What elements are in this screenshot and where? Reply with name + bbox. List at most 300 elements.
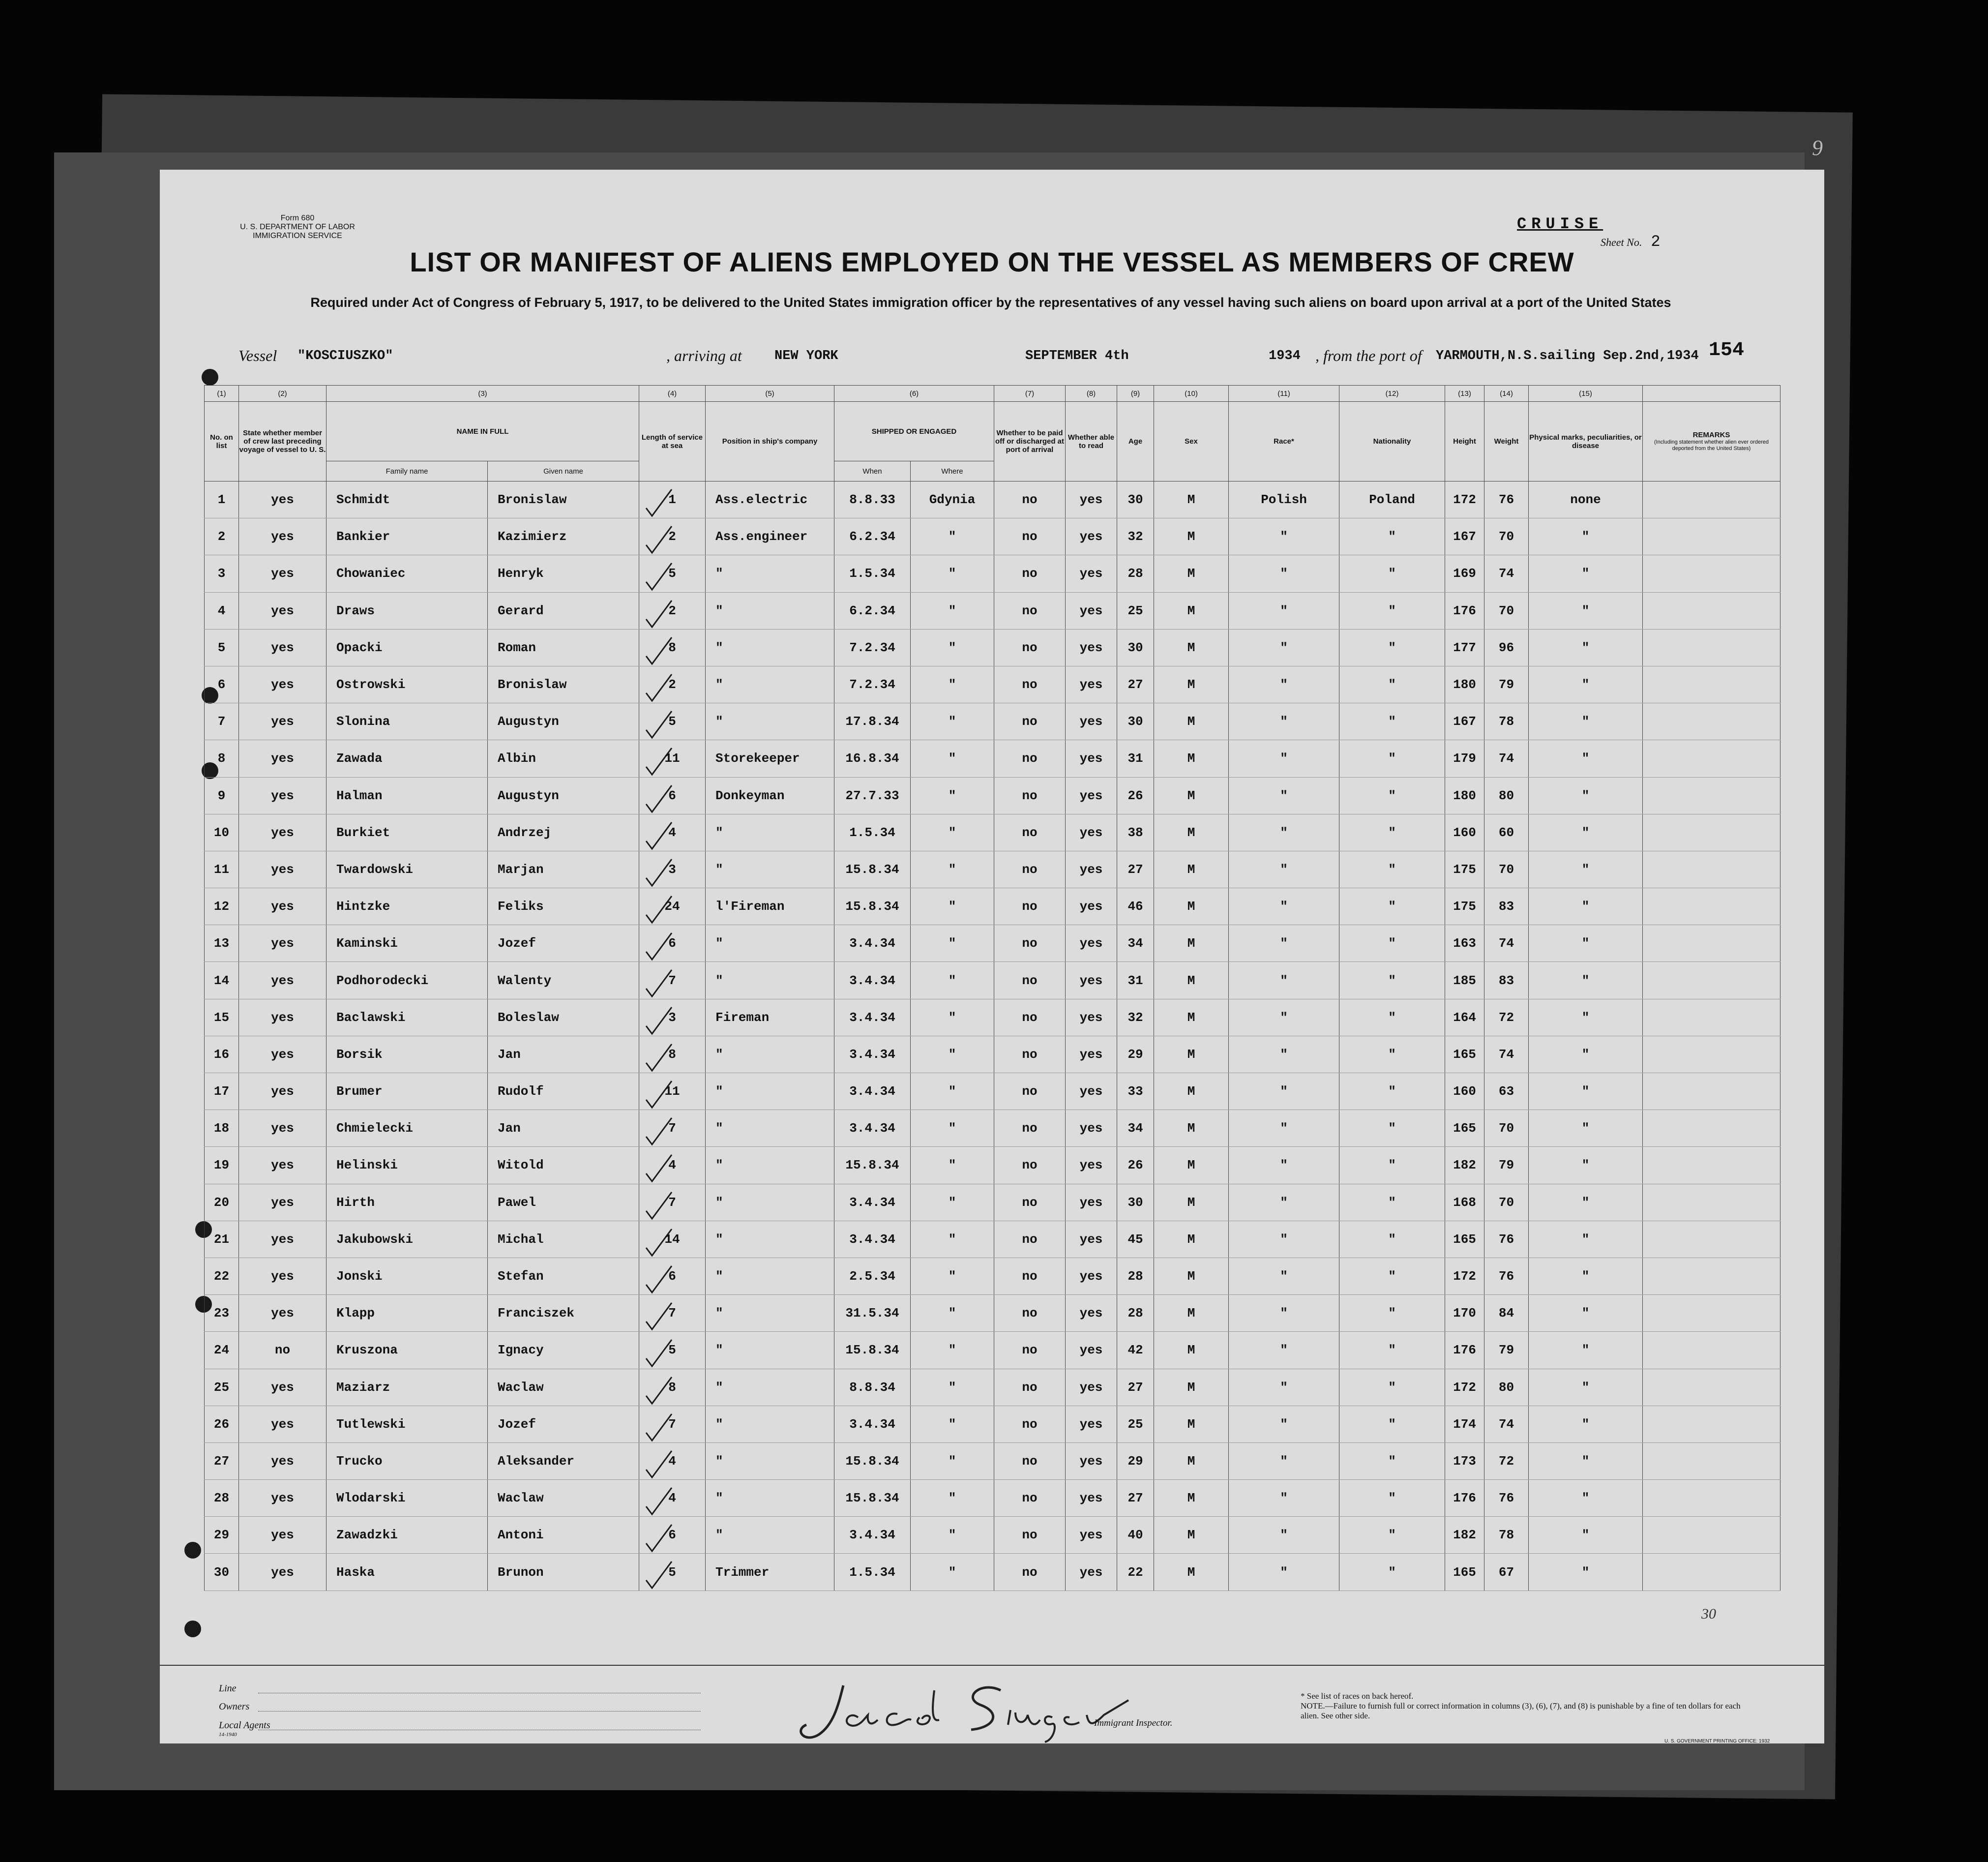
- length-of-service: [639, 1073, 706, 1110]
- state-cell: yes: [239, 1258, 326, 1294]
- shipped-when: 1.5.34: [834, 555, 911, 592]
- state-cell: yes: [239, 666, 326, 703]
- position: ": [706, 1258, 834, 1294]
- given-name: Waclaw: [488, 1369, 639, 1406]
- race: ": [1229, 740, 1339, 777]
- able-to-read: yes: [1066, 1517, 1117, 1554]
- count-annotation: 30: [1701, 1606, 1716, 1622]
- given-name: Rudolf: [488, 1073, 639, 1110]
- sex: M: [1154, 999, 1229, 1036]
- remarks: [1643, 1517, 1780, 1554]
- given-name: Augustyn: [488, 703, 639, 740]
- header-length: Length of service at sea: [639, 402, 706, 481]
- remarks: [1643, 777, 1780, 814]
- length-of-service: [639, 1258, 706, 1294]
- penalty-note: NOTE.—Failure to furnish full or correct information in columns (3), (6), (7), and (8) is punishable by a fine of ten dollars for each alien. See other side.: [1301, 1701, 1741, 1720]
- shipped-where: ": [911, 1073, 994, 1110]
- weight: 78: [1484, 703, 1529, 740]
- given-name: Bronislaw: [488, 666, 639, 703]
- nationality: ": [1339, 629, 1445, 666]
- state-cell: yes: [239, 1295, 326, 1332]
- shipped-where: ": [911, 1295, 994, 1332]
- state-cell: yes: [239, 1073, 326, 1110]
- physical-marks: ": [1529, 1480, 1643, 1517]
- paid-off: no: [994, 814, 1066, 851]
- sheet-label: Sheet No.: [1601, 236, 1642, 248]
- crew-table-wrap: [204, 385, 1780, 1591]
- position: ": [706, 1517, 834, 1554]
- state-cell: yes: [239, 1442, 326, 1479]
- paid-off: no: [994, 962, 1066, 999]
- shipped-where: ": [911, 1258, 994, 1294]
- length-of-service: [639, 777, 706, 814]
- paid-off: no: [994, 481, 1066, 518]
- header-family: Family name: [326, 461, 488, 481]
- able-to-read: yes: [1066, 481, 1117, 518]
- header-name: NAME IN FULL: [326, 402, 639, 461]
- shipped-when: 1.5.34: [834, 814, 911, 851]
- age: 30: [1117, 1184, 1154, 1221]
- weight: 79: [1484, 1147, 1529, 1184]
- physical-marks: ": [1529, 777, 1643, 814]
- nationality: ": [1339, 1517, 1445, 1554]
- able-to-read: yes: [1066, 1295, 1117, 1332]
- paid-off: no: [994, 1295, 1066, 1332]
- able-to-read: yes: [1066, 777, 1117, 814]
- length-of-service: [639, 518, 706, 555]
- table-row: [205, 999, 1780, 1036]
- remarks: [1643, 1184, 1780, 1221]
- age: 34: [1117, 1110, 1154, 1147]
- header-age: Age: [1117, 402, 1154, 481]
- nationality: ": [1339, 592, 1445, 629]
- physical-marks: ": [1529, 1332, 1643, 1369]
- length-value: 7: [668, 973, 676, 988]
- race: ": [1229, 629, 1339, 666]
- height: 177: [1445, 629, 1484, 666]
- weight: 67: [1484, 1554, 1529, 1591]
- nationality: ": [1339, 703, 1445, 740]
- row-number: 6: [205, 666, 239, 703]
- nationality: ": [1339, 851, 1445, 888]
- family-name: Podhorodecki: [326, 962, 488, 999]
- row-number: 5: [205, 629, 239, 666]
- age: 45: [1117, 1221, 1154, 1258]
- shipped-where: ": [911, 1517, 994, 1554]
- shipped-when: 6.2.34: [834, 518, 911, 555]
- physical-marks: ": [1529, 1036, 1643, 1073]
- shipped-where: ": [911, 1369, 994, 1406]
- age: 28: [1117, 1295, 1154, 1332]
- position: Donkeyman: [706, 777, 834, 814]
- shipped-when: 2.5.34: [834, 1258, 911, 1294]
- paid-off: no: [994, 740, 1066, 777]
- age: 46: [1117, 888, 1154, 925]
- races-note: * See list of races on back hereof.: [1301, 1691, 1414, 1701]
- sex: M: [1154, 555, 1229, 592]
- remarks: [1643, 1406, 1780, 1442]
- paid-off: no: [994, 1406, 1066, 1442]
- state-cell: yes: [239, 851, 326, 888]
- agents-label: Local Agents: [219, 1720, 270, 1731]
- paid-off: no: [994, 1480, 1066, 1517]
- length-value: 4: [668, 1158, 676, 1173]
- length-of-service: [639, 925, 706, 962]
- race: ": [1229, 1369, 1339, 1406]
- given-name: Boleslaw: [488, 999, 639, 1036]
- race: ": [1229, 999, 1339, 1036]
- height: 168: [1445, 1184, 1484, 1221]
- race: ": [1229, 1554, 1339, 1591]
- given-name: Aleksander: [488, 1442, 639, 1479]
- shipped-when: 3.4.34: [834, 925, 911, 962]
- able-to-read: yes: [1066, 1036, 1117, 1073]
- weight: 96: [1484, 629, 1529, 666]
- sex: M: [1154, 1442, 1229, 1479]
- length-of-service: [639, 629, 706, 666]
- state-cell: yes: [239, 1147, 326, 1184]
- weight: 70: [1484, 592, 1529, 629]
- height: 170: [1445, 1295, 1484, 1332]
- physical-marks: ": [1529, 592, 1643, 629]
- nationality: ": [1339, 1073, 1445, 1110]
- nationality: ": [1339, 555, 1445, 592]
- col-num: (9): [1117, 386, 1154, 402]
- physical-marks: ": [1529, 814, 1643, 851]
- position: ": [706, 1184, 834, 1221]
- length-value: 2: [668, 529, 676, 544]
- shipped-when: 3.4.34: [834, 999, 911, 1036]
- row-number: 9: [205, 777, 239, 814]
- row-number: 15: [205, 999, 239, 1036]
- table-row: [205, 481, 1780, 518]
- state-cell: yes: [239, 1110, 326, 1147]
- position: ": [706, 703, 834, 740]
- able-to-read: yes: [1066, 1110, 1117, 1147]
- remarks: [1643, 629, 1780, 666]
- length-value: 14: [664, 1231, 680, 1247]
- shipped-when: 15.8.34: [834, 1147, 911, 1184]
- position: Trimmer: [706, 1554, 834, 1591]
- row-number: 16: [205, 1036, 239, 1073]
- paid-off: no: [994, 703, 1066, 740]
- nationality: ": [1339, 1295, 1445, 1332]
- col-num: (3): [326, 386, 639, 402]
- table-row: [205, 518, 1780, 555]
- sex: M: [1154, 1258, 1229, 1294]
- shipped-where: ": [911, 1036, 994, 1073]
- remarks: [1643, 592, 1780, 629]
- family-name: Helinski: [326, 1147, 488, 1184]
- height: 167: [1445, 518, 1484, 555]
- length-of-service: [639, 999, 706, 1036]
- shipped-where: ": [911, 592, 994, 629]
- height: 180: [1445, 777, 1484, 814]
- race: ": [1229, 1036, 1339, 1073]
- given-name: Michal: [488, 1221, 639, 1258]
- shipped-where: ": [911, 1406, 994, 1442]
- race: ": [1229, 518, 1339, 555]
- shipped-where: ": [911, 1332, 994, 1369]
- weight: 72: [1484, 999, 1529, 1036]
- row-number: 22: [205, 1258, 239, 1294]
- weight: 70: [1484, 851, 1529, 888]
- length-value: 7: [668, 1416, 676, 1432]
- family-name: Bankier: [326, 518, 488, 555]
- shipped-when: 27.7.33: [834, 777, 911, 814]
- given-name: Antoni: [488, 1517, 639, 1554]
- height: 182: [1445, 1147, 1484, 1184]
- header-paid: Whether to be paid off or discharged at port of arrival: [994, 402, 1066, 481]
- length-of-service: [639, 703, 706, 740]
- family-name: Chowaniec: [326, 555, 488, 592]
- row-number: 4: [205, 592, 239, 629]
- race: ": [1229, 1184, 1339, 1221]
- header-nationality: Nationality: [1339, 402, 1445, 481]
- weight: 80: [1484, 777, 1529, 814]
- nationality: ": [1339, 962, 1445, 999]
- sex: M: [1154, 1369, 1229, 1406]
- remarks: [1643, 814, 1780, 851]
- physical-marks: ": [1529, 1258, 1643, 1294]
- position: ": [706, 1147, 834, 1184]
- shipped-when: 3.4.34: [834, 1036, 911, 1073]
- table-row: [205, 1406, 1780, 1442]
- race: ": [1229, 1480, 1339, 1517]
- given-name: Jan: [488, 1036, 639, 1073]
- shipped-when: 7.2.34: [834, 666, 911, 703]
- weight: 70: [1484, 1110, 1529, 1147]
- able-to-read: yes: [1066, 1480, 1117, 1517]
- remarks: [1643, 703, 1780, 740]
- age: 28: [1117, 555, 1154, 592]
- sex: M: [1154, 740, 1229, 777]
- paid-off: no: [994, 1369, 1066, 1406]
- sex: M: [1154, 1332, 1229, 1369]
- col-num: (4): [639, 386, 706, 402]
- weight: 76: [1484, 1258, 1529, 1294]
- able-to-read: yes: [1066, 666, 1117, 703]
- nationality: ": [1339, 1147, 1445, 1184]
- length-value: 3: [668, 862, 676, 877]
- height: 165: [1445, 1554, 1484, 1591]
- family-name: Hintzke: [326, 888, 488, 925]
- weight: 70: [1484, 1184, 1529, 1221]
- sex: M: [1154, 518, 1229, 555]
- length-of-service: [639, 592, 706, 629]
- height: 165: [1445, 1110, 1484, 1147]
- weight: 74: [1484, 740, 1529, 777]
- paid-off: no: [994, 518, 1066, 555]
- position: ": [706, 666, 834, 703]
- paid-off: no: [994, 1221, 1066, 1258]
- physical-marks: ": [1529, 1406, 1643, 1442]
- length-value: 5: [668, 714, 676, 729]
- nationality: ": [1339, 999, 1445, 1036]
- length-of-service: [639, 1480, 706, 1517]
- position: ": [706, 1221, 834, 1258]
- length-value: 2: [668, 677, 676, 692]
- column-number-row: [205, 386, 1780, 402]
- race: ": [1229, 703, 1339, 740]
- remarks: [1643, 962, 1780, 999]
- given-name: Gerard: [488, 592, 639, 629]
- header-read: Whether able to read: [1066, 402, 1117, 481]
- shipped-where: ": [911, 629, 994, 666]
- table-row: [205, 1110, 1780, 1147]
- row-number: 8: [205, 740, 239, 777]
- physical-marks: ": [1529, 1073, 1643, 1110]
- length-of-service: [639, 1110, 706, 1147]
- race: ": [1229, 592, 1339, 629]
- race: ": [1229, 555, 1339, 592]
- row-number: 12: [205, 888, 239, 925]
- family-name: Zawada: [326, 740, 488, 777]
- position: Ass.electric: [706, 481, 834, 518]
- length-value: 4: [668, 825, 676, 840]
- row-number: 3: [205, 555, 239, 592]
- physical-marks: ": [1529, 1369, 1643, 1406]
- age: 31: [1117, 962, 1154, 999]
- race: ": [1229, 666, 1339, 703]
- given-name: Feliks: [488, 888, 639, 925]
- length-of-service: [639, 1332, 706, 1369]
- table-row: [205, 1332, 1780, 1369]
- given-name: Brunon: [488, 1554, 639, 1591]
- race: ": [1229, 1258, 1339, 1294]
- col-num: [1643, 386, 1780, 402]
- header-given: Given name: [488, 461, 639, 481]
- age: 27: [1117, 666, 1154, 703]
- nationality: ": [1339, 1554, 1445, 1591]
- height: 169: [1445, 555, 1484, 592]
- shipped-when: 15.8.34: [834, 1442, 911, 1479]
- sex: M: [1154, 1554, 1229, 1591]
- row-number: 24: [205, 1332, 239, 1369]
- paid-off: no: [994, 1184, 1066, 1221]
- race: ": [1229, 1442, 1339, 1479]
- age: 26: [1117, 777, 1154, 814]
- form-id: Form 680 U. S. DEPARTMENT OF LABOR IMMIGRATION SERVICE: [240, 214, 355, 240]
- physical-marks: ": [1529, 925, 1643, 962]
- row-number: 17: [205, 1073, 239, 1110]
- given-name: Jozef: [488, 1406, 639, 1442]
- state-cell: yes: [239, 1369, 326, 1406]
- header-weight: Weight: [1484, 402, 1529, 481]
- state-cell: yes: [239, 740, 326, 777]
- height: 165: [1445, 1221, 1484, 1258]
- position: ": [706, 629, 834, 666]
- shipped-when: 3.4.34: [834, 1406, 911, 1442]
- nationality: ": [1339, 740, 1445, 777]
- shipped-where: ": [911, 962, 994, 999]
- shipped-where: ": [911, 777, 994, 814]
- length-value: 3: [668, 1010, 676, 1025]
- sex: M: [1154, 851, 1229, 888]
- age: 30: [1117, 703, 1154, 740]
- given-name: Kazimierz: [488, 518, 639, 555]
- state-cell: yes: [239, 629, 326, 666]
- sex: M: [1154, 1406, 1229, 1442]
- family-name: Kruszona: [326, 1332, 488, 1369]
- remarks: [1643, 740, 1780, 777]
- physical-marks: ": [1529, 888, 1643, 925]
- weight: 72: [1484, 1442, 1529, 1479]
- physical-marks: ": [1529, 1221, 1643, 1258]
- agents-code: 14-1940: [219, 1732, 237, 1738]
- length-value: 5: [668, 1343, 676, 1358]
- footer: [160, 1665, 1824, 1744]
- length-value: 5: [668, 566, 676, 581]
- able-to-read: yes: [1066, 740, 1117, 777]
- family-name: Slonina: [326, 703, 488, 740]
- age: 34: [1117, 925, 1154, 962]
- shipped-where: ": [911, 555, 994, 592]
- able-to-read: yes: [1066, 555, 1117, 592]
- weight: 76: [1484, 1221, 1529, 1258]
- remarks: [1643, 1369, 1780, 1406]
- shipped-when: 1.5.34: [834, 1554, 911, 1591]
- age: 42: [1117, 1332, 1154, 1369]
- age: 38: [1117, 814, 1154, 851]
- weight: 79: [1484, 1332, 1529, 1369]
- remarks: [1643, 1110, 1780, 1147]
- family-name: Tutlewski: [326, 1406, 488, 1442]
- weight: 84: [1484, 1295, 1529, 1332]
- position: ": [706, 1406, 834, 1442]
- given-name: Waclaw: [488, 1480, 639, 1517]
- race: ": [1229, 1221, 1339, 1258]
- able-to-read: yes: [1066, 1073, 1117, 1110]
- age: 31: [1117, 740, 1154, 777]
- inspector-label: Immigrant Inspector.: [1094, 1718, 1173, 1728]
- shipped-where: ": [911, 999, 994, 1036]
- length-of-service: [639, 666, 706, 703]
- sheet-value: 2: [1651, 233, 1661, 251]
- weight: 74: [1484, 925, 1529, 962]
- length-of-service: [639, 1184, 706, 1221]
- weight: 70: [1484, 518, 1529, 555]
- sex: M: [1154, 1110, 1229, 1147]
- able-to-read: yes: [1066, 518, 1117, 555]
- shipped-where: ": [911, 518, 994, 555]
- family-name: Kaminski: [326, 925, 488, 962]
- table-row: [205, 851, 1780, 888]
- physical-marks: ": [1529, 1295, 1643, 1332]
- shipped-when: 3.4.34: [834, 1073, 911, 1110]
- shipped-when: 8.8.33: [834, 481, 911, 518]
- col-num: (15): [1529, 386, 1643, 402]
- position: ": [706, 925, 834, 962]
- sex: M: [1154, 481, 1229, 518]
- remarks: [1643, 481, 1780, 518]
- line-label: Line: [219, 1683, 237, 1694]
- height: 160: [1445, 814, 1484, 851]
- family-name: Hirth: [326, 1184, 488, 1221]
- paid-off: no: [994, 925, 1066, 962]
- remarks: [1643, 851, 1780, 888]
- arrival-date: SEPTEMBER 4th: [1025, 349, 1129, 363]
- col-num: (5): [706, 386, 834, 402]
- height: 164: [1445, 999, 1484, 1036]
- family-name: Brumer: [326, 1073, 488, 1110]
- table-row: [205, 925, 1780, 962]
- able-to-read: yes: [1066, 999, 1117, 1036]
- shipped-when: 7.2.34: [834, 629, 911, 666]
- table-row: [205, 777, 1780, 814]
- shipped-when: 3.4.34: [834, 1110, 911, 1147]
- state-cell: yes: [239, 1221, 326, 1258]
